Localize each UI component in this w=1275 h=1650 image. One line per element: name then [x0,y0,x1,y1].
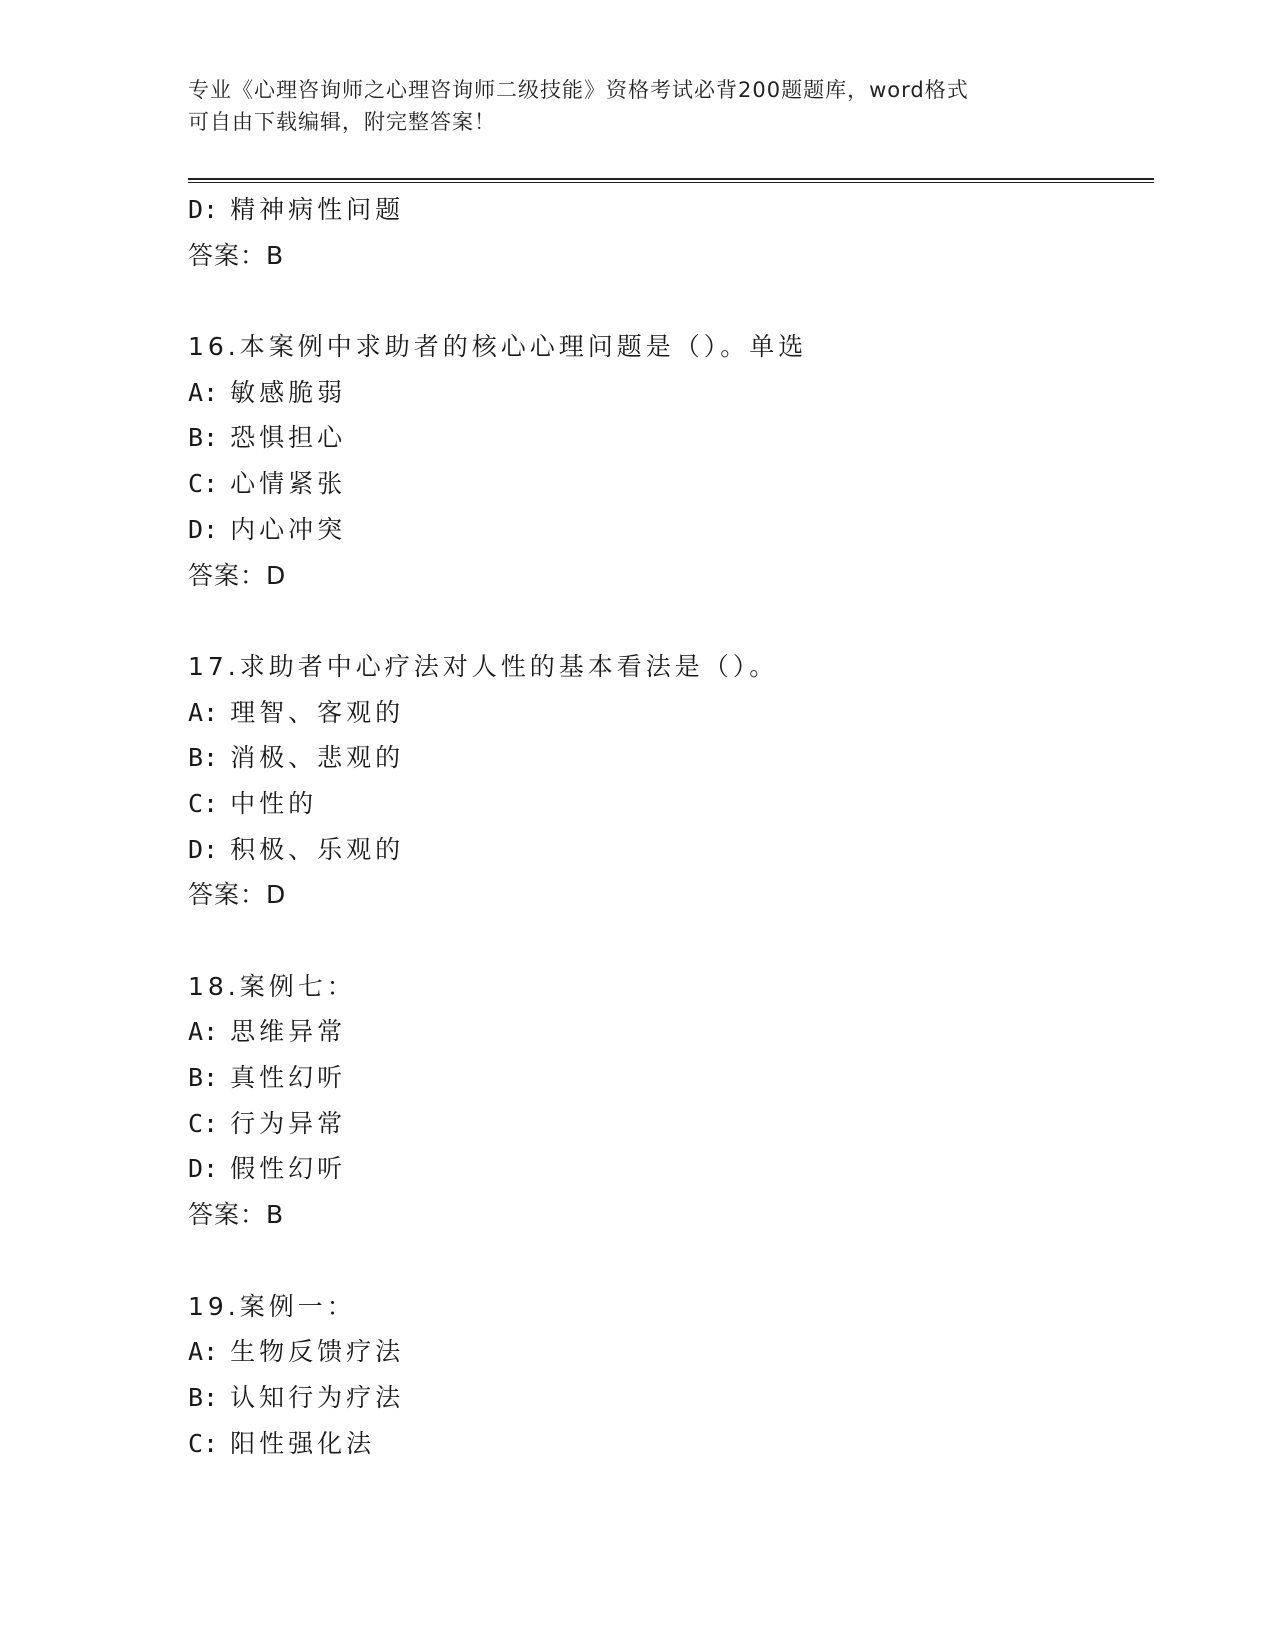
option-text: 内心冲突 [230,514,347,544]
spacer [188,598,1154,644]
option-letter: C: [188,788,219,818]
option-letter: A: [188,1337,219,1367]
header-line-1: 专业《心理咨询师之心理咨询师二级技能》资格考试必背200题题库，word格式 [188,78,969,102]
page-header [188,74,1088,138]
option-b [188,1375,1154,1421]
option-letter: A: [188,377,219,407]
option-a [188,370,1154,416]
option-letter: B: [188,423,219,453]
question-stem: 19.案例一： [188,1291,356,1321]
spacer [188,918,1154,964]
option-letter: D: [188,195,219,224]
answer-line: 答案：B [188,1200,285,1230]
option-c [188,1421,1154,1467]
question-content [188,187,1154,1466]
option-text: 积极、乐观的 [230,834,405,864]
option-text: 理智、客观的 [230,697,405,727]
option-letter: A: [188,1017,219,1047]
option-d [188,507,1154,553]
header-divider [188,178,1154,183]
option-text: 生物反馈疗法 [230,1337,405,1367]
option-c [188,781,1154,827]
answer-line: 答案：D [188,880,287,910]
option-b [188,735,1154,781]
option-text: 消极、悲观的 [230,743,405,773]
option-letter: D: [188,1154,219,1184]
option-letter: A: [188,697,219,727]
option-text: 心情紧张 [230,469,347,499]
option-text: 认知行为疗法 [230,1382,405,1412]
option-text: 敏感脆弱 [230,377,347,407]
option-letter: B: [188,743,219,773]
question-stem: 16.本案例中求助者的核心心理问题是（）。单选 [188,332,808,362]
option-text: 假性幻听 [230,1154,347,1184]
option-d [188,827,1154,873]
option-a [188,1329,1154,1375]
answer-line: 答案：B [188,240,285,270]
answer-line: 答案：D [188,560,287,590]
option-b [188,415,1154,461]
option-letter: D: [188,514,219,544]
header-line-2: 可自由下载编辑，附完整答案！ [188,110,496,134]
option-b [188,1055,1154,1101]
option-a [188,1009,1154,1055]
option-letter: C: [188,1108,219,1138]
question-stem: 18.案例七： [188,971,356,1001]
option-text: 恐惧担心 [230,423,347,453]
option-a [188,690,1154,736]
option-c [188,461,1154,507]
option-text: 思维异常 [230,1017,347,1047]
option-letter: B: [188,1063,219,1093]
option-letter: C: [188,469,219,499]
option-d [188,187,1154,233]
option-text: 行为异常 [230,1108,347,1138]
spacer [188,1238,1154,1284]
option-text: 精神病性问题 [230,195,405,224]
option-letter: B: [188,1382,219,1412]
spacer [188,278,1154,324]
option-text: 中性的 [230,788,318,818]
option-c [188,1101,1154,1147]
option-d [188,1146,1154,1192]
option-text: 真性幻听 [230,1063,347,1093]
option-text: 阳性强化法 [230,1428,376,1458]
option-letter: C: [188,1428,219,1458]
question-stem: 17.求助者中心疗法对人性的基本看法是（）。 [188,651,779,681]
option-letter: D: [188,834,219,864]
